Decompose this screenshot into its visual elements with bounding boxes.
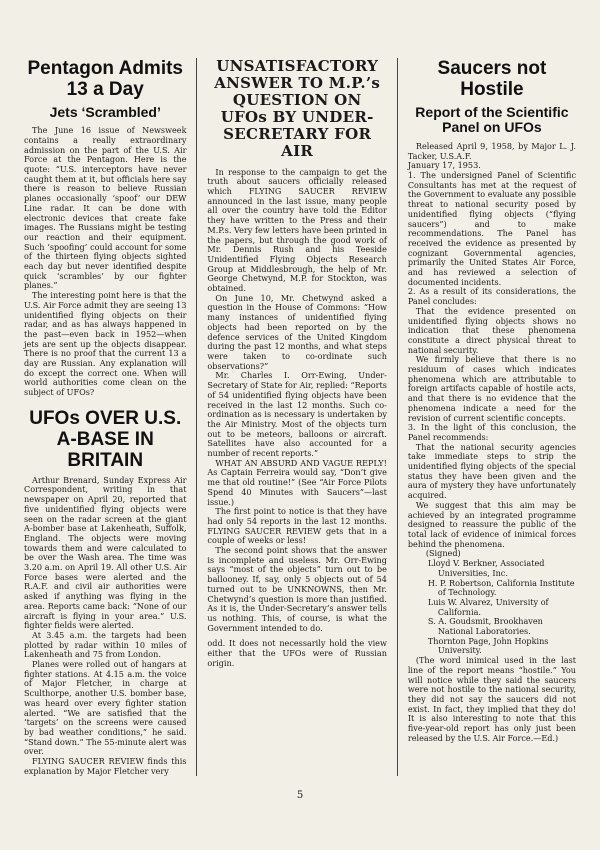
signed-label: (Signed) — [425, 548, 461, 559]
report-date: January 17, 1953. — [407, 160, 481, 171]
paragraph: WHAT AN ABSURD AND VAGUE REPLY! As Captain Ferreira would say, “Don’t give me that old routine!” (See “Air Force Pilots Spend 40 Minutes with Saucers”—last issue.) — [207, 457, 387, 507]
signatory: Luis W. Alvarez, University of California. — [427, 596, 549, 617]
column-left — [24, 58, 186, 776]
paragraph: The interesting point here is that the U.S. Air Force admit they are seeing 13 unidentified flying objects on their radar, and as has always happened in the past—even back in 1952—when jets are sent up the objects disappear. There is no proof that the current 13 a day are Russian. Any explanation will do except the correct one. When will world authorities come clean on the subject of UFOs? — [24, 290, 187, 398]
column-middle — [207, 58, 386, 776]
headline-unsatisfactory-answer: UNSATISFACTORY ANSWER TO M.P.’s QUESTION ON UFOs BY UNDER-SECRETARY FOR AIR — [214, 57, 381, 160]
paragraph-continuation: odd. It does not necessarily hold the view either that the UFOs were of Russian origin. — [207, 638, 387, 668]
column-right — [408, 58, 576, 776]
paragraph: FLYING SAUCER REVIEW finds this explanation by Major Fletcher very — [24, 756, 187, 776]
paragraph: 1. The undersigned Panel of Scientific Consultants has met at the request of the Government to evaluate any possible threat to national security posed by unidentified flying objects (“flying saucers”) and to make recommendations. The Panel has received the evidence as presented by cognizant Governmental agencies, primarily the United States Air Force, and has reviewed a selection of documented incidents. — [407, 169, 576, 287]
editor-note: (The word inimical used in the last line of the report means “hostile.” You will notice while they said the saucers were not hostile to the national security, they did not say the saucers did not exist. In fact, they implied that they do! It is also interesting to note that this five-year-old report has only just been released by the U.S. Air Force.—Ed.) — [407, 655, 576, 743]
headline-ufos-over-a-base: UFOs OVER U.S. A-BASE IN BRITAIN — [29, 407, 182, 472]
paragraph: 3. In the light of this conclusion, the Panel recommends: — [407, 422, 576, 442]
paragraph: In response to the campaign to get the truth about saucers officially released which FLYING SAUCER REVIEW announced in the last issue, many people all over the country have told the Editor they have written to the Press and their M.P.s. Very few letters have been printed in the papers, but through the good work of Mr. Dennis Rush and his Teeside Unidentified Flying Objects Research Group at Middlesbrough, the help of Mr. George Chetwynd, M.P. for Stockton, was obtained. — [207, 166, 387, 294]
paragraph: Planes were rolled out of hangars at fighter stations. At 4.15 a.m. the voice of Major Fletcher, in charge at Sculthorpe, another U.S. bomber base, was heard over every fighter station alerted. “We are satisfied that the ‘targets’ on the screens were caused by bad weather conditions,” he said. “Stand down.” The 55-minute alert was over. — [24, 659, 187, 757]
paragraph: Arthur Brenard, Sunday Express Air Correspondent, writing in that newspaper on April 20, reported that five unidentified flying objects were seen on the radar screen at the giant A-bomber base at Lakenheath, Suffolk, England. The objects were moving towards them and were calculated to be over the Wash area. The time was 3.20 a.m. on April 19. All other U.S. Air Force bases were alerted and the R.A.F. and civil air authorities were asked if anything was flying in the area. Reports came back: “None of our aircraft is flying in your area.” U.S. fighter fields were alerted. — [24, 474, 187, 631]
paragraph: The first point to notice is that they have had only 54 reports in the last 12 months. FLYING SAUCER REVIEW gets that in a couple of weeks or less! — [207, 506, 387, 546]
paragraph: At 3.45 a.m. the targets had been plotted by radar within 10 miles of Lakenheath and 75 from London. — [24, 629, 187, 660]
signatory: H. P. Robertson, California Institute of Technology. — [427, 577, 575, 598]
headline-saucers-not-hostile: Saucers not Hostile — [437, 58, 547, 101]
paragraph: On June 10, Mr. Chetwynd asked a question in the House of Commons: “How many instances of unidentified flying objects had been reported on by the defence services of the United Kingdom during the past 12 months, and what steps were taken to co-ordinate such observations?” — [207, 292, 387, 371]
headline-pentagon: Pentagon Admits 13 a Day — [27, 58, 183, 101]
signatory: Lloyd V. Berkner, Associated Universities, Inc. — [427, 558, 545, 578]
columns — [24, 58, 576, 776]
release-line: Released April 9, 1958, by Major L. J. Tacker, U.S.A.F. — [407, 140, 576, 161]
paragraph: Mr. Charles I. Orr-Ewing, Under-Secretary of State for Air, replied: “Reports of 54 unidentified flying objects have been received in the last 12 months. Such co-ordination as is necessary is undertaken by the Air Ministry. Most of the objects turn out to be meteors, balloons or aircraft. Satellites have also accounted for a number of recent reports.” — [207, 370, 387, 459]
subhead-jets-scrambled: Jets ‘Scrambled’ — [49, 103, 161, 120]
paragraph: The June 16 issue of Newsweek contains a really extraordinary admission on the part of the U.S. Air Force at the Pentagon. Here is the quote: “U.S. interceptors have never caught them at it, but officials here say there is reason to believe Russian planes occasionally ‘spoof’ our DEW Line radar. It can be done with electronic devices that create fake images. The Russians might be testing our reaction and their equipment. Such ‘spoofing’ could account for some of the thirteen flying objects sighted each day but never identified despite quick ‘scrambles’ by our fighter planes.” — [24, 125, 187, 291]
subhead-scientific-panel: Report of the Scientific Panel on UFOs — [415, 103, 569, 136]
column-rule — [196, 58, 197, 776]
paragraph: That the national security agencies take immediate steps to strip the unidentified flying objects of the special status they have been given and the aura of mystery they have unfortunately acquired. — [407, 441, 576, 501]
signatory: S. A. Goudsmit, Brookhaven National Laboratories. — [427, 616, 543, 637]
signatory: Thornton Page, John Hopkins University. — [427, 635, 549, 656]
paragraph: We suggest that this aim may be achieved by an integrated programme designed to reassure the public of the total lack of evidence of inimical forces behind the phenomena. — [407, 499, 576, 549]
paragraph: 2. As a result of its considerations, the Panel concludes: — [407, 286, 576, 307]
column-rule — [397, 58, 398, 776]
page-number: 5 — [296, 790, 304, 801]
paragraph: We firmly believe that there is no residuum of cases which indicates phenomena which are attributable to foreign artifacts capable of hostile acts, and that there is no evidence that the phenomena indicate a need for the revision of current scientific concepts. — [407, 354, 576, 423]
paragraph: That the evidence presented on unidentified flying objects shows no indication that these phenomena constitute a direct physical threat to national security. — [407, 305, 576, 355]
paragraph: The second point shows that the answer is incomplete and useless. Mr. Orr-Ewing says “most of the objects” turn out to be ballooney. If, say, only 5 objects out of 54 turned out to be UNKNOWNS, then Mr. Chetwynd’s question is more than justified. As it is, the Under-Secretary’s answer tells us nothing. This, of course, is what the Government intended to do. — [207, 545, 387, 633]
